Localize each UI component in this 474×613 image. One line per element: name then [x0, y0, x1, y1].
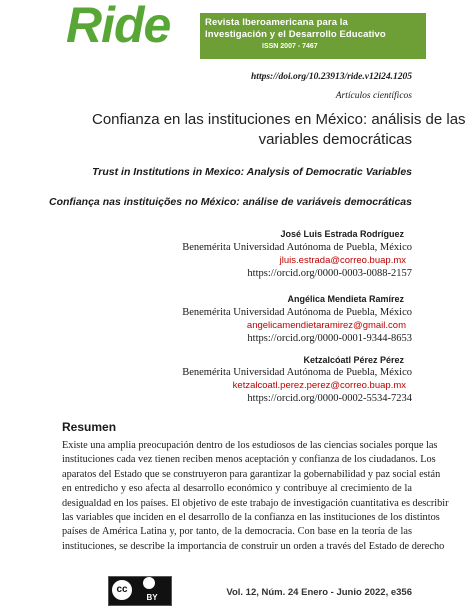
- abstract-line: Existe una amplia preocupación dentro de los estudiosos de las ciencias sociales porque las: [62, 440, 438, 451]
- author-affiliation: Benemérita Universidad Autónoma de Puebla, México: [182, 307, 412, 318]
- author-name: Angélica Mendieta Ramírez: [287, 294, 404, 304]
- abstract-line: países de América Latina y, por tanto, de la democracia. Con base en la teoría de las: [62, 526, 412, 538]
- article-title-en: Trust in Institutions in Mexico: Analysis of Democratic Variables: [92, 166, 412, 178]
- author-email[interactable]: jluis.estrada@correo.buap.mx: [279, 255, 406, 266]
- author-affiliation: Benemérita Universidad Autónoma de Puebla, México: [182, 242, 412, 253]
- title-line-2: variables democráticas: [258, 131, 412, 148]
- author-orcid[interactable]: https://orcid.org/0000-0003-0088-2157: [247, 268, 412, 279]
- author-orcid[interactable]: https://orcid.org/0000-0002-5534-7234: [247, 393, 412, 404]
- cc-icon: cc: [110, 578, 134, 602]
- author-name: Ketzalcóatl Pérez Pérez: [303, 355, 404, 365]
- abstract-paragraph: [62, 439, 449, 554]
- issn: ISSN 2007 - 7467: [262, 43, 318, 50]
- abstract-line: aparatos del Estado que se construyeron para garantizar la gobernabilidad y paz social están: [62, 468, 441, 480]
- author-orcid[interactable]: https://orcid.org/0000-0001-9344-8653: [247, 333, 412, 344]
- title-line-1: Confianza en las instituciones en México: análisis de las: [92, 111, 466, 128]
- abstract-line: instituciones, se describe la importancia de construir un orden a través del Estado de derecho: [62, 540, 445, 552]
- article-category: Artículos científicos: [335, 91, 412, 101]
- journal-logo: Ride: [66, 0, 171, 53]
- article-title-es: [92, 110, 466, 150]
- abstract-line: en entredicho y eso afecta al desarrollo económico y contribuye al crecimiento de la: [62, 483, 412, 495]
- abstract-heading: Resumen: [62, 420, 117, 434]
- cc-by-label: BY: [146, 593, 158, 602]
- abstract-line: las variables que inciden en el desarrollo de la confianza en las instituciones de los distintos: [62, 512, 440, 524]
- author-email[interactable]: angelicamendietaramirez@gmail.com: [246, 320, 406, 331]
- journal-name-line1: Revista Iberoamericana para la: [205, 17, 348, 28]
- footer-issue-info: Vol. 12, Núm. 24 Enero - Junio 2022, e356: [226, 587, 412, 598]
- author-name: José Luis Estrada Rodríguez: [280, 229, 404, 239]
- abstract-line: instituciones cada vez tienen reciben menos aceptación y confianza de los ciudadanos. Los: [62, 454, 436, 466]
- article-title-pt: Confiança nas instituições no México: análise de variáveis democráticas: [49, 196, 412, 208]
- author-affiliation: Benemérita Universidad Autónoma de Puebla, México: [182, 367, 412, 378]
- journal-name-line2: Investigación y el Desarrollo Educativo: [205, 29, 386, 40]
- doi-link[interactable]: https://doi.org/10.23913/ride.v12i24.1205: [251, 72, 412, 82]
- abstract-line: desigualdad en los países. El objetivo de este trabajo de investigación cuantitativa es describir: [62, 497, 449, 509]
- attribution-icon: [143, 577, 155, 589]
- author-email[interactable]: ketzalcoatl.perez.perez@correo.buap.mx: [232, 380, 406, 391]
